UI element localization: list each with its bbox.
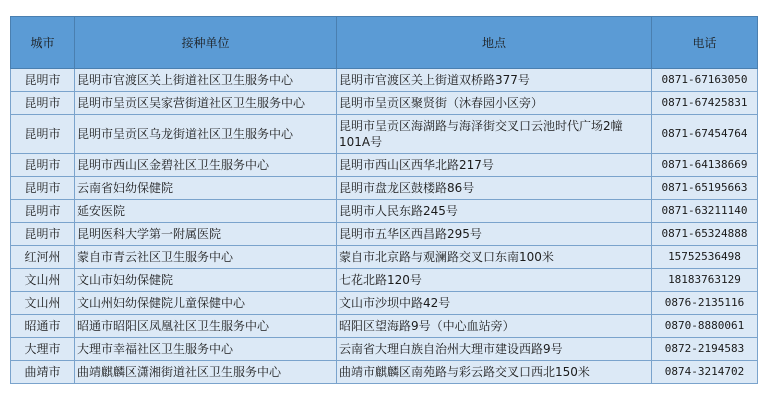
city-cell: 昭通市 (11, 315, 75, 338)
address-cell: 文山市沙坝中路42号 (337, 292, 652, 315)
phone-cell: 18183763129 (652, 269, 758, 292)
unit-cell: 昆明医科大学第一附属医院 (75, 223, 337, 246)
unit-cell: 延安医院 (75, 200, 337, 223)
table-row (11, 361, 758, 384)
unit-cell: 云南省妇幼保健院 (75, 177, 337, 200)
phone-cell: 0871-65324888 (652, 223, 758, 246)
city-cell: 曲靖市 (11, 361, 75, 384)
phone-cell: 0876-2135116 (652, 292, 758, 315)
phone-cell: 15752536498 (652, 246, 758, 269)
phone-cell: 0872-2194583 (652, 338, 758, 361)
vaccination-sites-table (10, 16, 758, 384)
city-cell: 昆明市 (11, 223, 75, 246)
unit-cell: 昭通市昭阳区凤凰社区卫生服务中心 (75, 315, 337, 338)
city-cell: 昆明市 (11, 115, 75, 154)
address-cell: 蒙自市北京路与观澜路交叉口东南100米 (337, 246, 652, 269)
table-row (11, 69, 758, 92)
unit-cell: 昆明市呈贡区乌龙街道社区卫生服务中心 (75, 115, 337, 154)
header-unit: 接种单位 (75, 17, 337, 69)
table-row (11, 269, 758, 292)
city-cell: 文山州 (11, 269, 75, 292)
header-address: 地点 (337, 17, 652, 69)
unit-cell: 文山州妇幼保健院儿童保健中心 (75, 292, 337, 315)
header-phone: 电话 (652, 17, 758, 69)
table-row (11, 292, 758, 315)
table-row (11, 177, 758, 200)
city-cell: 昆明市 (11, 69, 75, 92)
city-cell: 大理市 (11, 338, 75, 361)
address-cell: 七花北路120号 (337, 269, 652, 292)
phone-cell: 0871-67163050 (652, 69, 758, 92)
phone-cell: 0871-67425831 (652, 92, 758, 115)
phone-cell: 0871-63211140 (652, 200, 758, 223)
phone-cell: 0871-64138669 (652, 154, 758, 177)
unit-cell: 蒙自市青云社区卫生服务中心 (75, 246, 337, 269)
phone-cell: 0871-67454764 (652, 115, 758, 154)
table-row (11, 338, 758, 361)
city-cell: 文山州 (11, 292, 75, 315)
city-cell: 昆明市 (11, 177, 75, 200)
unit-cell: 昆明市西山区金碧社区卫生服务中心 (75, 154, 337, 177)
address-cell: 昆明市官渡区关上街道双桥路377号 (337, 69, 652, 92)
table-row (11, 92, 758, 115)
table-row (11, 223, 758, 246)
address-cell: 昆明市呈贡区聚贤街（沐春园小区旁） (337, 92, 652, 115)
address-cell: 昆明市西山区西华北路217号 (337, 154, 652, 177)
unit-cell: 文山市妇幼保健院 (75, 269, 337, 292)
unit-cell: 大理市幸福社区卫生服务中心 (75, 338, 337, 361)
phone-cell: 0871-65195663 (652, 177, 758, 200)
header-city: 城市 (11, 17, 75, 69)
address-cell: 昆明市人民东路245号 (337, 200, 652, 223)
unit-cell: 曲靖麒麟区潇湘街道社区卫生服务中心 (75, 361, 337, 384)
city-cell: 昆明市 (11, 92, 75, 115)
address-cell: 曲靖市麒麟区南苑路与彩云路交叉口西北150米 (337, 361, 652, 384)
phone-cell: 0874-3214702 (652, 361, 758, 384)
address-cell: 昆明市盘龙区鼓楼路86号 (337, 177, 652, 200)
city-cell: 昆明市 (11, 154, 75, 177)
table-header-row (11, 17, 758, 69)
table-row (11, 246, 758, 269)
city-cell: 昆明市 (11, 200, 75, 223)
table-row (11, 115, 758, 154)
address-cell: 昭阳区望海路9号（中心血站旁） (337, 315, 652, 338)
address-cell: 昆明市呈贡区海湖路与海泽街交叉口云池时代广场2幢101A号 (337, 115, 652, 154)
city-cell: 红河州 (11, 246, 75, 269)
address-cell: 昆明市五华区西昌路295号 (337, 223, 652, 246)
table-row (11, 154, 758, 177)
table-row (11, 315, 758, 338)
unit-cell: 昆明市官渡区关上街道社区卫生服务中心 (75, 69, 337, 92)
address-cell: 云南省大理白族自治州大理市建设西路9号 (337, 338, 652, 361)
unit-cell: 昆明市呈贡区吴家营街道社区卫生服务中心 (75, 92, 337, 115)
phone-cell: 0870-8880061 (652, 315, 758, 338)
table-row (11, 200, 758, 223)
